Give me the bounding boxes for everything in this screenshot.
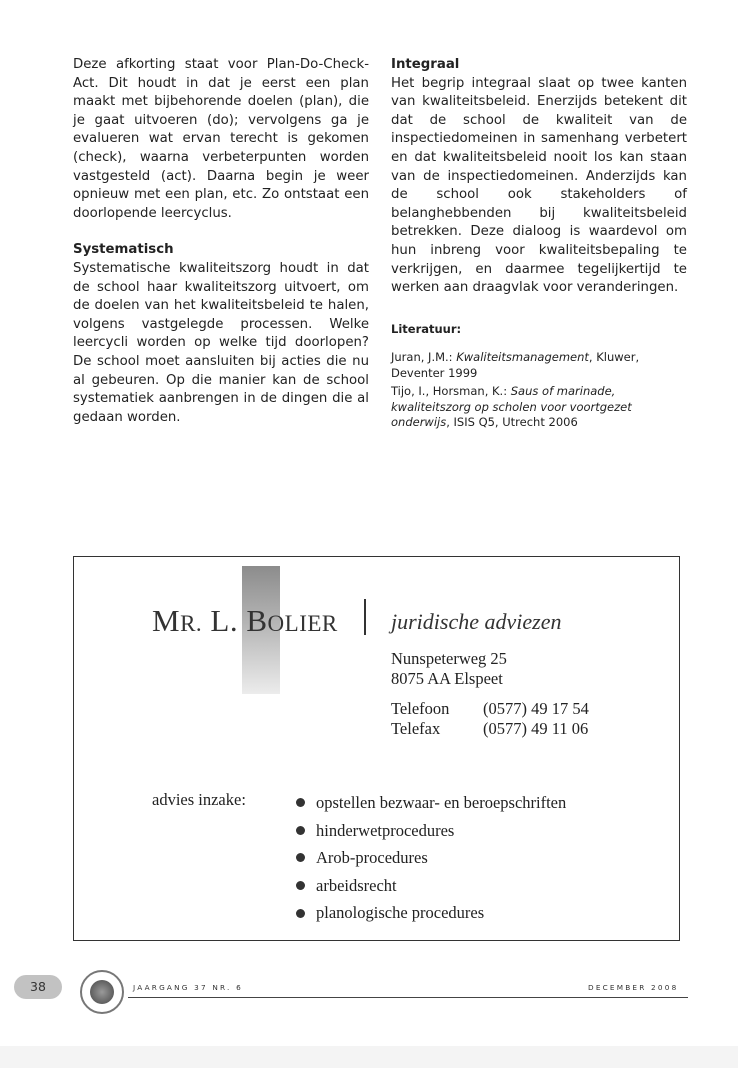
seal-icon (80, 970, 124, 1014)
right-column (391, 56, 687, 434)
ad-tagline: juridische adviezen (391, 609, 562, 634)
footer-divider (128, 997, 688, 998)
city-address: 8075 AA Elspeet (391, 669, 503, 688)
reference-item: Tijo, I., Horsman, K.: Saus of marinade, kwaliteitszorg op scholen voor voortgezet onderwijs, ISIS Q5, Utrecht 2006 (391, 384, 632, 430)
list-item: arbeidsrecht (296, 872, 566, 900)
list-item: planologische procedures (296, 899, 566, 927)
left-column (73, 56, 369, 427)
advertisement-box (73, 556, 680, 941)
contact-info (391, 649, 589, 739)
list-item: opstellen bezwaar- en beroepschriften (296, 789, 566, 817)
systematisch-heading: Systematisch (73, 242, 174, 258)
list-item: Arob-procedures (296, 844, 566, 872)
integraal-paragraph: Het begrip integraal slaat op twee kanten van kwaliteitsbeleid. Enerzijds betekent dit dat de school de kwaliteit van de inspectiedomeinen in samenhang verbetert en dat kwaliteitsbeleid nooit los kan staan van de inspectiedomeinen. Anderzijds kan de school ook stakeholders of belanghebbenden bij kwaliteitsbeleid betrekken. Deze dialoog is waardevol om hun inbreng voor kwaliteitsbepaling te verkrijgen, en daarmee tegelijkertijd te werken aan draagvlak voor veranderingen. (391, 75, 687, 296)
reference-list (391, 350, 687, 431)
date-label: DECEMBER 2008 (588, 983, 679, 992)
advertiser-name: MR. L. BOLIER (152, 603, 338, 638)
bullet-icon (296, 881, 305, 890)
page-footer (0, 970, 738, 1010)
pdca-paragraph: Deze afkorting staat voor Plan-Do-Check-Act. Dit houdt in dat je eerst een plan maakt met bijbehorende doelen (plan), die je gaat uitvoeren (do); vervolgens ga je evalueren wat ervan terecht is gekomen (check), waarna verbeterpunten worden vastgesteld (act). Daarna begin je weer opnieuw met een plan, etc. Zo ontstaat een doorlopende leercyclus. (73, 57, 369, 221)
advies-label: advies inzake: (152, 790, 246, 809)
issue-label: JAARGANG 37 NR. 6 (133, 983, 243, 992)
phone-row: Telefoon (0577) 49 17 54 (391, 699, 589, 718)
bullet-icon (296, 798, 305, 807)
bullet-icon (296, 853, 305, 862)
literatuur-heading: Literatuur: (391, 321, 462, 336)
list-item: hinderwetprocedures (296, 817, 566, 845)
bullet-icon (296, 909, 305, 918)
integraal-heading: Integraal (391, 57, 460, 72)
page-number: 38 (14, 975, 62, 999)
scan-edge (0, 1046, 738, 1068)
fax-row: Telefax (0577) 49 11 06 (391, 719, 589, 738)
bullet-icon (296, 826, 305, 835)
name-separator (364, 599, 366, 635)
street-address: Nunspeterweg 25 (391, 649, 507, 668)
advies-list (296, 789, 566, 927)
reference-item: Juran, J.M.: Kwaliteitsmanagement, Kluwer, Deventer 1999 (391, 350, 640, 380)
systematisch-paragraph: Systematische kwaliteitszorg houdt in dat de school haar kwaliteitszorg uitvoert, om de doelen van het kwaliteitsbeleid te halen, volgens vastgelegde processen. Welke leercycli worden op welke tijd doorlopen? De school moet aansluiten bij acties die nu al gebeuren. Op die manier kan de school systematiek aanbrengen in de dingen die al gedaan worden. (73, 260, 369, 425)
